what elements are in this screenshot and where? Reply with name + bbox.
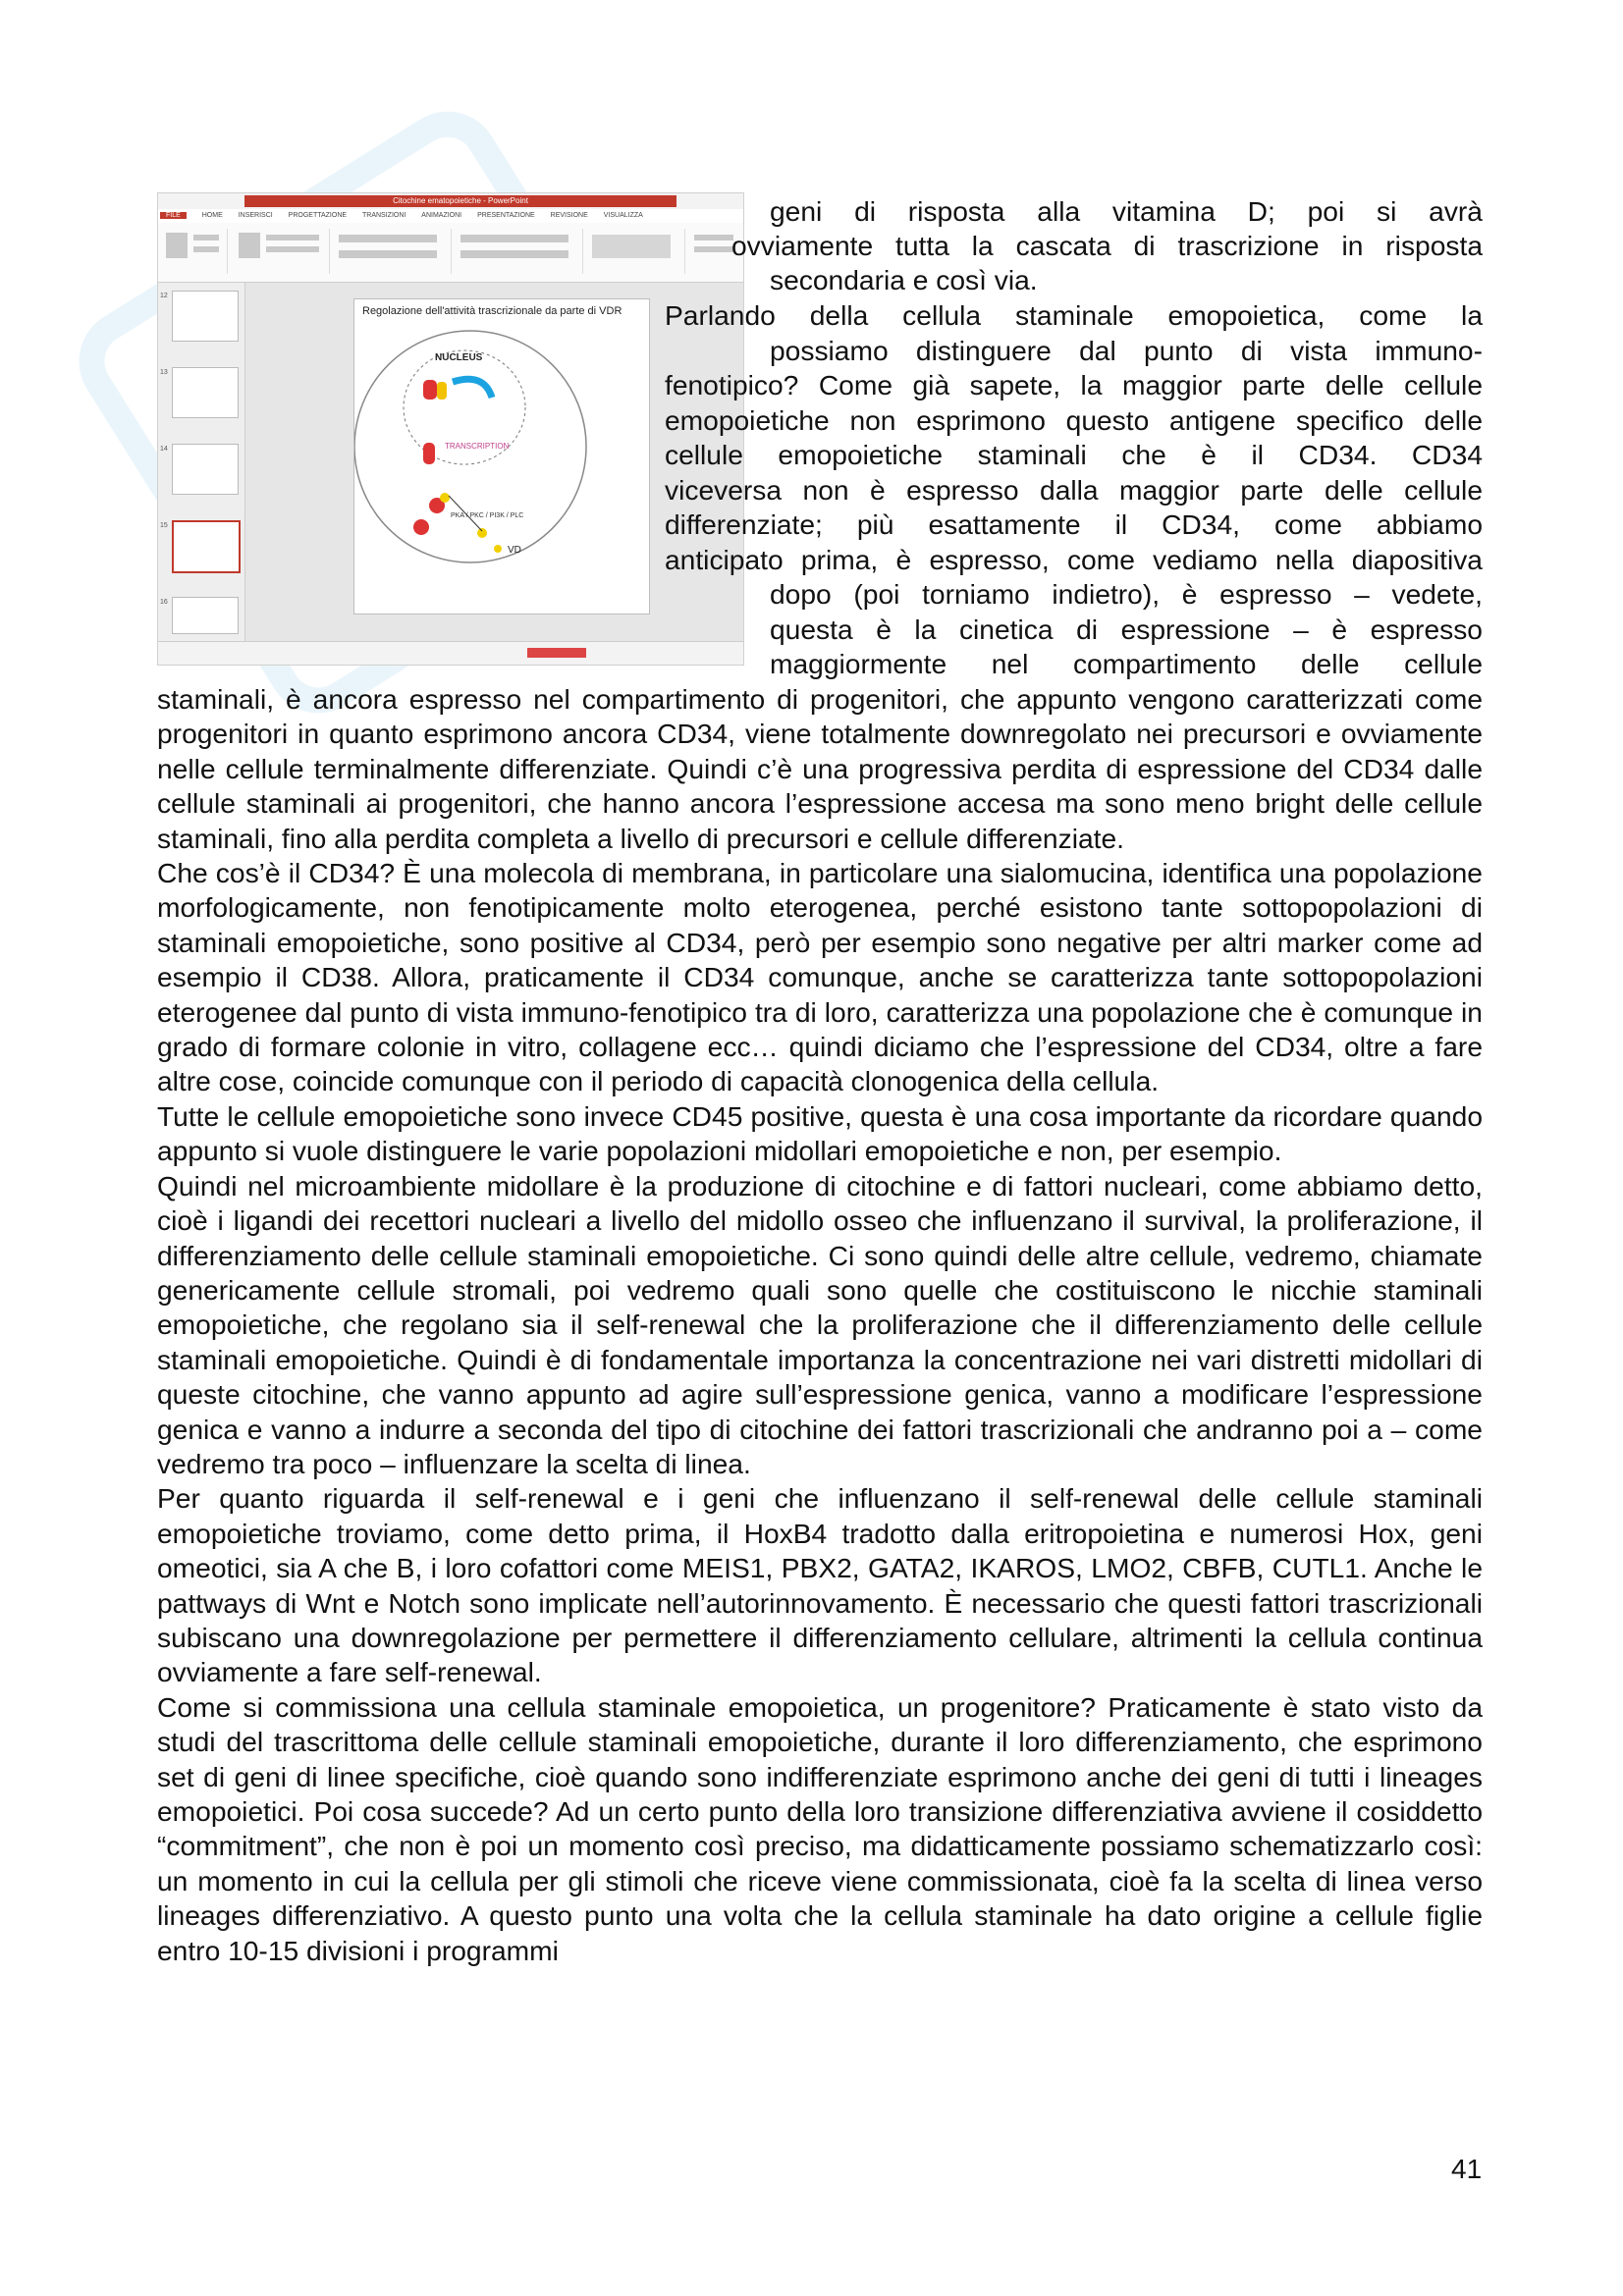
status-bar [158, 641, 743, 666]
tab-review: REVISIONE [550, 212, 588, 219]
vd-ligand-dot [477, 528, 487, 538]
transcription-arrow [453, 379, 492, 398]
paragraph: Tutte le cellule emopoietiche sono invece CD45 positive, questa è una cosa importante da ricordare quando appunto si vuole distinguere le varie popolazioni midollari emopoietiche e non, per esempio. [157, 1099, 1483, 1167]
ribbon-toolbar [158, 223, 743, 283]
vdr-protein [423, 380, 437, 400]
wrapped-line: anticipato prima, è espresso, come vediamo nella diapositiva [665, 544, 1483, 575]
slide-thumbnails-panel [158, 283, 245, 641]
ribbon-group-drawing [586, 229, 685, 274]
ribbon-tabs [158, 209, 743, 224]
wrapped-line: geni di risposta alla vitamina D; poi si avrà [770, 195, 1483, 227]
thumb-number: 14 [160, 446, 168, 453]
tab-home: HOME [201, 212, 223, 219]
wrapped-line: fenotipico? Come già sapete, la maggior parte delle cellule [665, 369, 1483, 400]
wrapped-line: secondaria e così via. [770, 264, 1038, 295]
wrapped-line: possiamo distinguere dal punto di vista immuno- [770, 335, 1483, 366]
paragraph: Come si commissiona una cellula staminale emopoietica, un progenitore? Praticamente è stato visto da studi del trascrittoma delle cellule staminali emopoietiche, durante il loro differenziamento, che esprimono set di geni di linee specifiche, cioè quando sono indifferenziate esprimono anche dei geni di tutti i lineages emopoietici. Poi cosa succede? Ad un certo punto della loro transizione differenziativa avviene il cosiddetto “commitment”, che non è poi un momento così preciso, ma didatticamente possiamo schematizzarlo così: un momento in cui la cellula per gli stimoli che riceve viene commissionata, cioè fa la scelta di linea verso lineages differenziativo. A questo punto una volta che la cellula staminale ha dato origine a cellule figlie entro 10-15 divisioni i programmi [157, 1690, 1483, 1966]
slide-screenshot-figure [157, 192, 744, 666]
window-title: Citochine ematopoietiche - PowerPoint [244, 195, 676, 207]
nucleus-label: NUCLEUS [435, 352, 483, 363]
wrapped-line: maggiormente nel compartimento delle cellule [770, 648, 1483, 679]
wrapped-line: questa è la cinetica di espressione – è espresso [770, 614, 1483, 645]
slide-title: Regolazione dell'attività trascrizionale da parte di VDR [362, 305, 622, 317]
pathway-label: PKA / PKC / PI3K / PLC [451, 512, 524, 519]
ribbon-group-font [333, 229, 452, 274]
thumb-number: 16 [160, 599, 168, 606]
thumb-number: 12 [160, 293, 168, 299]
thumb-number: 15 [160, 522, 168, 529]
wrapped-line: cellule emopoietiche staminali che è il CD34. CD34 [665, 439, 1483, 470]
tab-animations: ANIMAZIONI [421, 212, 462, 219]
slide-thumbnail-selected [172, 520, 241, 573]
receptor-dot-2 [413, 519, 429, 535]
vdr-receptor-2 [423, 443, 435, 464]
ribbon-group-slides [231, 229, 330, 274]
tab-slideshow: PRESENTAZIONE [477, 212, 535, 219]
thumb-number: 13 [160, 369, 168, 376]
slide-thumbnail [172, 597, 239, 634]
ligand-dot [440, 493, 450, 503]
window-titlebar [158, 193, 743, 209]
tab-insert: INSERISCI [238, 212, 273, 219]
paragraph: Che cos’è il CD34? È una molecola di membrana, in particolare una sialomucina, identifica una popolazione morfologicamente, non fenotipicamente molto eterogenea, perché esistono tante sottopopolazioni di staminali emopoietiche, sono positive al CD34, però per esempio sono negative per altri marker come ad esempio il CD38. Allora, praticamente il CD34 comunque, anche se caratterizza tante sottopopolazioni eterogenee dal punto di vista immuno-fenotipico tra di loro, caratterizza una popolazione che è comunque in grado di formare colonie in vitro, collagene ecc… quindi diciamo che l’espressione del CD34, oltre a fare altre cose, coincide comunque con il periodo di capacità clonogenica della cellula. [157, 857, 1483, 1097]
vd-label: VD [508, 545, 521, 556]
rxr-protein [437, 382, 447, 400]
ribbon-group-paragraph [455, 229, 583, 274]
slide-thumbnail [172, 444, 239, 495]
wrapped-line: differenziate; più esattamente il CD34, come abbiamo [665, 508, 1483, 540]
body-text [157, 682, 1483, 1968]
paragraph: Quindi nel microambiente midollare è la produzione di citochine e di fattori nucleari, come abbiamo detto, cioè i ligandi dei recettori nucleari a livello del midollo osseo che influenzano il survival, la proliferazione, il differenziamento delle cellule staminali emopoietiche. Ci sono quindi delle altre cellule, vedremo, chiamate genericamente cellule stromali, poi vedremo quali sono quelle che costituiscono le nicchie staminali emopoietiche, che regolano sia il self-renewal che la proliferazione che il differenziamento delle cellule staminali emopoietiche. Quindi è di fondamentale importanza la concentrazione nei vari distretti midollari di queste citochine, che vanno appunto ad agire sull’espressione genica, vanno a modificare l’espressione genica e vanno a indurre a seconda del tipo di citochine dei fattori trascrizionali che andranno poi a – come vedremo tra poco – influenzare la scelta di linea. [157, 1169, 1483, 1479]
ribbon-group-clipboard [158, 229, 228, 274]
slide-thumbnail [172, 367, 239, 418]
transcription-label: TRANSCRIPTION [445, 442, 510, 451]
vdr-diagram [354, 299, 649, 614]
tab-file: FILE [160, 212, 187, 219]
slide-thumbnail [172, 291, 239, 342]
wrapped-line: dopo (poi torniamo indietro), è espresso – vedete, [770, 578, 1483, 610]
wrapped-line: viceversa non è espresso dalla maggior parte delle cellule [665, 474, 1483, 506]
tab-view: VISUALIZZA [603, 212, 643, 219]
vd-dot [494, 545, 502, 553]
wrapped-line: emopoietiche non esprimono questo antigene specifico delle [665, 404, 1483, 436]
slide-canvas [353, 298, 650, 614]
paragraph: Per quanto riguarda il self-renewal e i geni che influenzano il self-renewal delle cellule staminali emopoietiche troviamo, come detto prima, il HoxB4 tradotto dalla eritropoietina e numerosi Hox, geni omeotici, sia A che B, i loro cofattori come MEIS1, PBX2, GATA2, IKAROS, LMO2, CBFB, CUTL1. Anche le pattways di Wnt e Notch sono implicate nell’autorinnovamento. È necessario che questi fattori trascrizionali subiscano una downregolazione per permettere il differenziamento cellulare, altrimenti la cellula continua ovviamente a fare self-renewal. [157, 1482, 1483, 1688]
paragraph: staminali, è ancora espresso nel compartimento di progenitori, che appunto vengono caratterizzati come progenitori in quanto esprimono ancora CD34, viene totalmente downregolato nei precursori e ovviamente nelle cellule terminalmente differenziate. Quindi c’è una progressiva perdita di espressione del CD34 dalle cellule staminali ai progenitori, che hanno ancora l’espressione accesa ma sono meno bright delle cellule staminali, fino alla perdita completa a livello di precursori e cellule differenziate. [157, 683, 1483, 854]
tab-design: PROGETTAZIONE [288, 212, 348, 219]
status-indicator [527, 648, 586, 658]
wrapped-line: Parlando della cellula staminale emopoietica, come la [665, 299, 1483, 331]
wrapped-line: ovviamente tutta la cascata di trascrizione in risposta [731, 230, 1483, 261]
page-number: 41 [1451, 2154, 1483, 2184]
tab-transitions: TRANSIZIONI [362, 212, 406, 219]
